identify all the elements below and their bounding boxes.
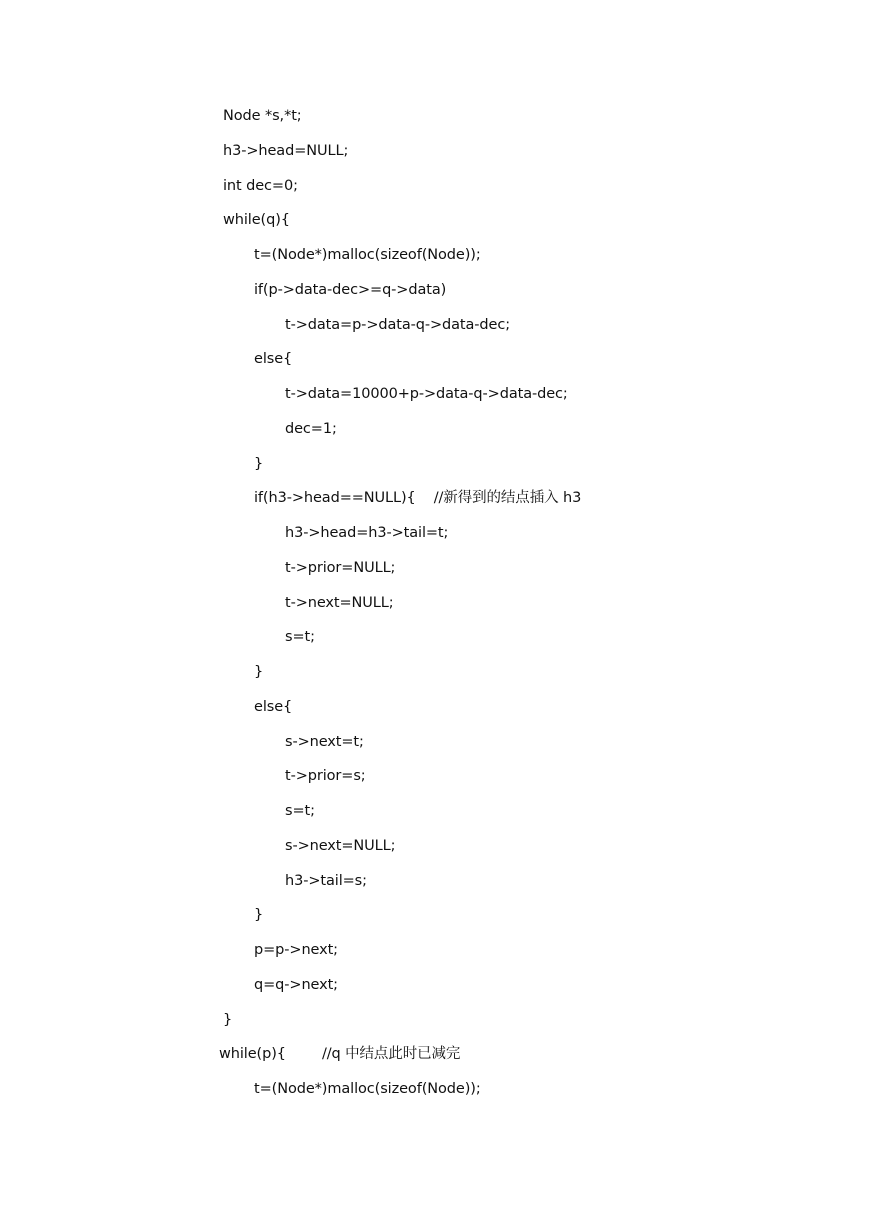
code-line: else{	[254, 351, 293, 368]
code-line: dec=1;	[285, 420, 337, 437]
code-line: while(p){ //q 中结点此时已减完	[219, 1046, 461, 1063]
code-line: h3->head=h3->tail=t;	[285, 525, 449, 541]
code-line: }	[254, 907, 264, 924]
code-line: p=p->next;	[254, 942, 338, 958]
code-line: h3->head=NULL;	[223, 142, 349, 159]
code-line: s->next=NULL;	[285, 837, 396, 854]
code-line: t->data=10000+p->data-q->data-dec;	[285, 386, 568, 402]
code-line: t->prior=s;	[285, 768, 366, 785]
code-line: t->next=NULL;	[285, 594, 394, 611]
code-line: }	[223, 1011, 233, 1028]
code-line: s->next=t;	[285, 733, 364, 750]
code-line: Node *s,*t;	[223, 108, 302, 124]
code-line: t=(Node*)malloc(sizeof(Node));	[254, 1081, 481, 1097]
code-line: if(h3->head==NULL){ //新得到的结点插入 h3	[254, 490, 582, 507]
code-line: q=q->next;	[254, 976, 338, 993]
code-line: if(p->data-dec>=q->data)	[254, 281, 447, 298]
code-line: }	[254, 455, 264, 472]
code-line: t->prior=NULL;	[285, 559, 396, 576]
code-line: while(q){	[223, 212, 290, 229]
code-line: else{	[254, 698, 293, 715]
code-line: t=(Node*)malloc(sizeof(Node));	[254, 247, 481, 263]
code-line: int dec=0;	[223, 177, 298, 194]
code-line: s=t;	[285, 629, 315, 646]
code-line: s=t;	[285, 803, 315, 819]
code-line: }	[254, 664, 264, 680]
code-line: t->data=p->data-q->data-dec;	[285, 316, 511, 333]
code-line: h3->tail=s;	[285, 872, 367, 889]
